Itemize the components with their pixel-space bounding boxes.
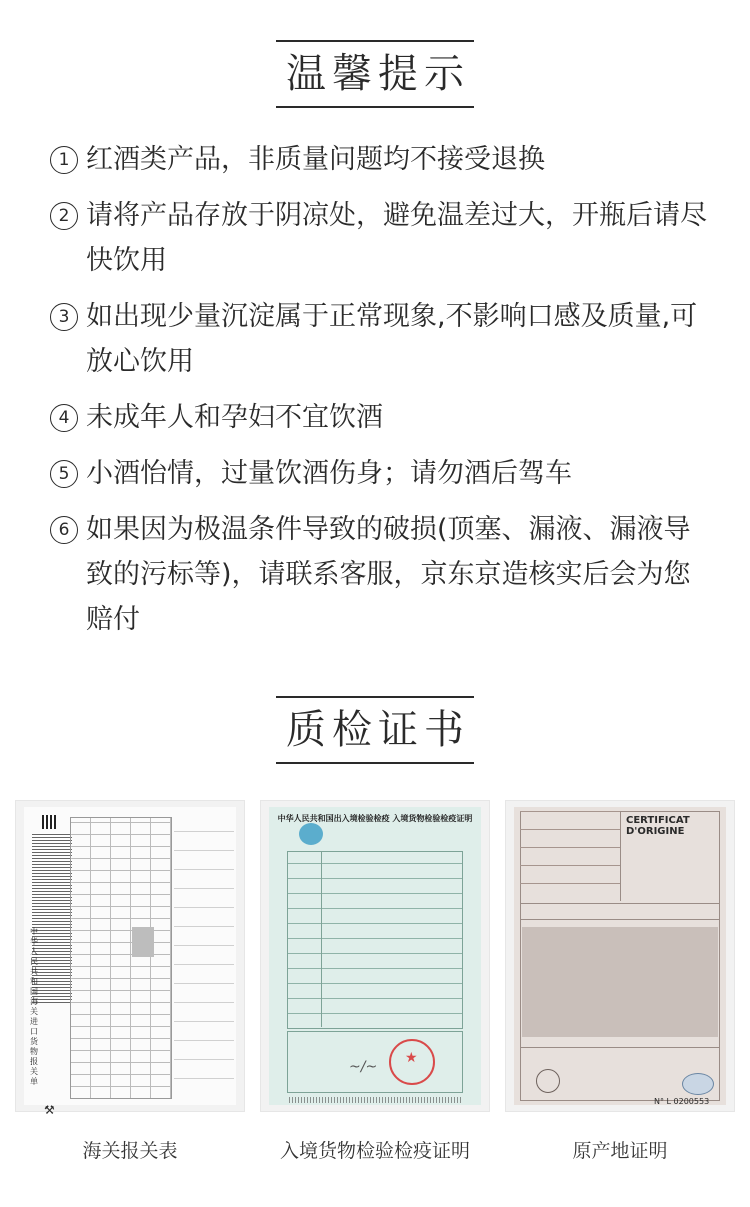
customs-doc-title: 中华人民共和国海关进口货物报关单 [30, 927, 38, 1086]
tip-item-2 [50, 193, 710, 283]
tip-item-5 [50, 451, 710, 496]
customs-form-right-column [174, 817, 234, 1097]
tip-item-6 [50, 507, 710, 642]
circled-number-2: 2 [50, 202, 78, 230]
customs-emblem-icon: ⚒ [44, 1103, 55, 1117]
tip-item-1 [50, 137, 710, 182]
origin-goods-block [522, 927, 718, 1037]
icc-badge-icon [682, 1073, 714, 1095]
certificates-section-title [0, 696, 750, 764]
origin-divider [620, 811, 621, 901]
circled-number-1: 1 [50, 146, 78, 174]
tips-list [50, 137, 710, 653]
origin-certificate-image [505, 800, 735, 1112]
customs-declaration-image [15, 800, 245, 1117]
caption-inspection-certificate: 入境货物检验检疫证明 [279, 1140, 470, 1162]
origin-seal-icon [536, 1069, 560, 1093]
origin-rule-2 [520, 919, 720, 920]
tip-text-4: 未成年人和孕妇不宜饮酒 [86, 402, 383, 433]
inspection-form-table [287, 851, 463, 1029]
inspection-barcode-icon [289, 1097, 461, 1103]
tip-text-5: 小酒怡情，过量饮酒伤身；请勿酒后驾车 [86, 458, 572, 489]
origin-certificate-document [514, 807, 726, 1105]
caption-origin-certificate: 原产地证明 [572, 1140, 668, 1162]
tip-text-6: 如果因为极温条件导致的破损(顶塞、漏液、漏液导致的污标等)，请联系客服，京东京造核实后会为您赔付 [86, 514, 691, 635]
customs-form-grid [70, 817, 172, 1099]
inspection-form-divider [321, 851, 322, 1027]
tip-text-1: 红酒类产品，非质量问题均不接受退换 [86, 144, 545, 175]
origin-header-rows [520, 811, 620, 901]
customs-redaction-block [132, 927, 154, 957]
inspector-signature-icon: ~/~ [349, 1059, 378, 1075]
caption-customs-declaration: 海关报关表 [82, 1140, 178, 1162]
tip-text-3: 如出现少量沉淀属于正常现象,不影响口感及质量,可放心饮用 [86, 301, 698, 377]
customs-declaration-document [24, 807, 236, 1117]
origin-doc-number: N° L 0200553 [654, 1097, 710, 1106]
origin-rule-1 [520, 903, 720, 904]
tip-text-2: 请将产品存放于阴凉处，避免温差过大，开瓶后请尽快饮用 [86, 200, 707, 276]
tip-item-3 [50, 294, 710, 384]
inspection-certificate-document [269, 807, 481, 1105]
origin-rule-3 [520, 1047, 720, 1048]
circled-number-5: 5 [50, 460, 78, 488]
certificates-title-text: 质检证书 [276, 696, 474, 764]
circled-number-3: 3 [50, 303, 78, 331]
origin-doc-title: CERTIFICAT D'ORIGINE [626, 815, 690, 837]
tips-title-text: 温馨提示 [276, 40, 474, 108]
circled-number-6: 6 [50, 516, 78, 544]
tips-section-title [0, 40, 750, 108]
inspection-doc-title: 中华人民共和国出入境检验检疫 入境货物检验检疫证明 [277, 814, 473, 823]
inspection-certificate-image [260, 800, 490, 1112]
ciq-logo-icon [299, 823, 323, 845]
qr-code-icon [42, 815, 56, 829]
tip-item-4 [50, 395, 710, 440]
red-seal-icon [389, 1039, 435, 1085]
circled-number-4: 4 [50, 404, 78, 432]
